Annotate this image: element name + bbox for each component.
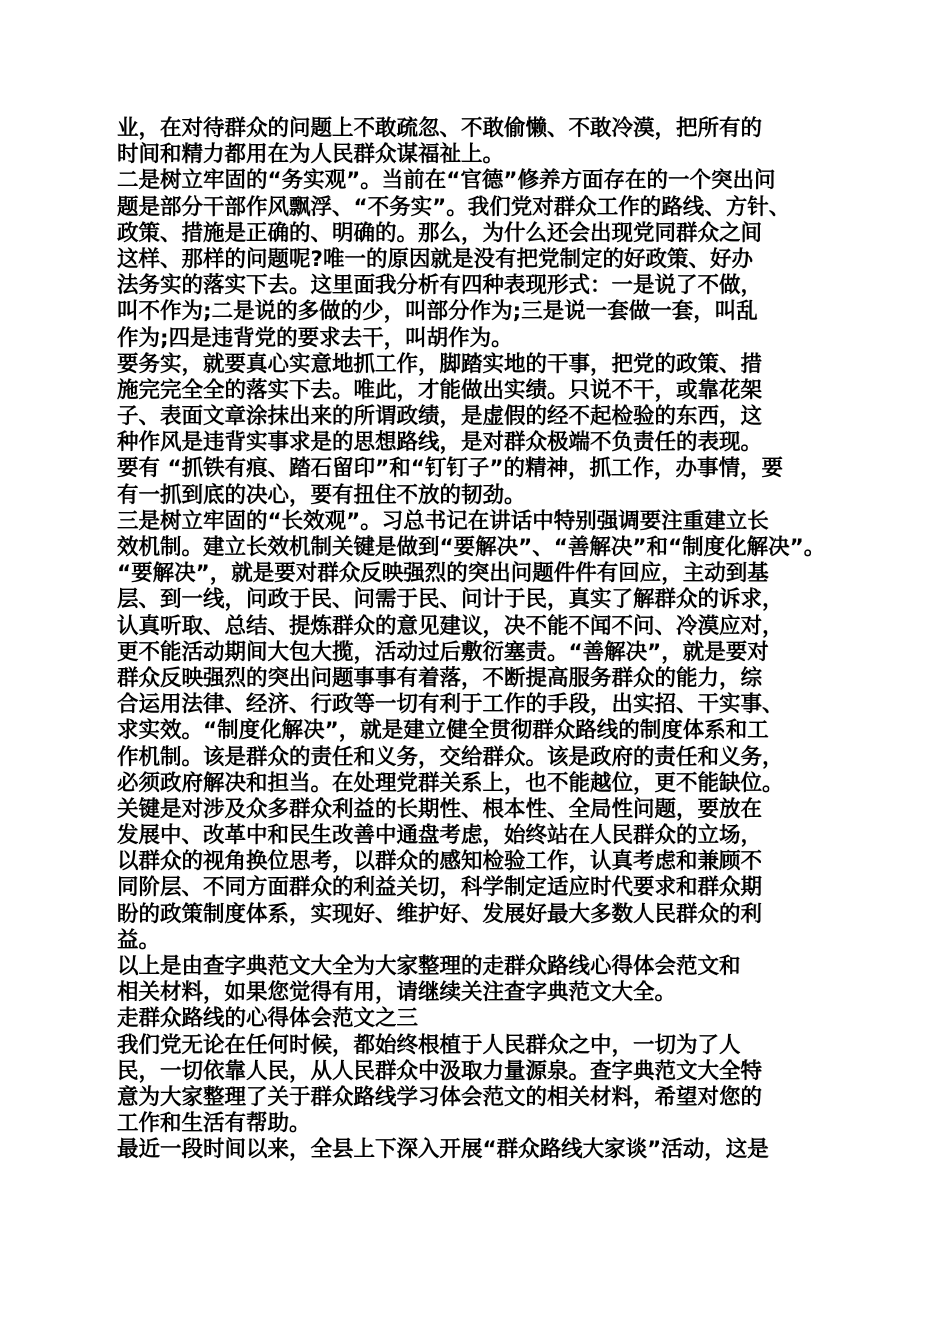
text-line: 工作和生活有帮助。: [117, 1111, 311, 1137]
text-line: 这样、那样的问题呢?唯一的原因就是没有把党制定的好政策、好办: [117, 246, 753, 272]
text-line: 三是树立牢固的“长效观”。习总书记在讲话中特别强调要注重建立长: [117, 508, 769, 534]
text-line: 益。: [117, 927, 161, 953]
text-line: 我们党无论在任何时候，都始终根植于人民群众之中，一切为了人: [117, 1032, 741, 1058]
text-line: 关键是对涉及众多群众利益的长期性、根本性、全局性问题，要放在: [117, 796, 763, 822]
text-line: 二是树立牢固的“务实观”。当前在“官德”修养方面存在的一个突出问: [117, 168, 776, 194]
text-line: 走群众路线的心得体会范文之三: [117, 1006, 419, 1032]
text-line: 政策、措施是正确的、明确的。那么，为什么还会出现党同群众之间: [117, 220, 763, 246]
text-line: 认真听取、总结、提炼群众的意见建议，决不能不闻不问、冷漠应对，: [117, 613, 784, 639]
text-line: 合运用法律、经济、行政等一切有利于工作的手段，出实招、干实事、: [117, 692, 784, 718]
text-line: 业，在对待群众的问题上不敢疏忽、不敢偷懒、不敢冷漠，把所有的: [117, 116, 763, 141]
text-line: 时间和精力都用在为人民群众谋福祉上。: [117, 142, 505, 168]
body-text: [117, 116, 837, 1164]
text-line: “要解决”，就是要对群众反映强烈的突出问题件件有回应，主动到基: [117, 561, 769, 587]
text-line: 民，一切依靠人民，从人民群众中汲取力量源泉。查字典范文大全特: [117, 1058, 763, 1084]
text-line: 以上是由查字典范文大全为大家整理的走群众路线心得体会范文和: [117, 954, 741, 979]
text-line: 法务实的落实下去。这里面我分析有四种表现形式：一是说了不做，: [117, 273, 763, 299]
text-line: 相关材料，如果您觉得有用，请继续关注查字典范文大全。: [117, 980, 677, 1006]
text-line: 以群众的视角换位思考，以群众的感知检验工作，认真考虑和兼顾不: [117, 849, 763, 875]
text-line: 有一抓到底的决心，要有扭住不放的韧劲。: [117, 482, 526, 508]
text-line: 作机制。该是群众的责任和义务，交给群众。该是政府的责任和义务，: [117, 744, 784, 770]
text-line: 题是部分干部作风飘浮、“不务实”。我们党对群众工作的路线、方针、: [117, 194, 791, 220]
text-line: 效机制。建立长效机制关键是做到“要解决”、“善解决”和“制度化解决”。: [117, 535, 826, 560]
text-line: 施完完全全的落实下去。唯此，才能做出实绩。只说不干，或靠花架: [117, 377, 763, 403]
text-line: 群众反映强烈的突出问题事事有着落，不断提高服务群众的能力，综: [117, 665, 763, 691]
text-line: 盼的政策制度体系，实现好、维护好、发展好最大多数人民群众的利: [117, 901, 763, 927]
text-line: 必须政府解决和担当。在处理党群关系上，也不能越位，更不能缺位。: [117, 770, 784, 796]
text-line: 同阶层、不同方面群众的利益关切，科学制定适应时代要求和群众期: [117, 875, 763, 901]
text-line: 最近一段时间以来，全县上下深入开展“群众路线大家谈”活动，这是: [117, 1137, 769, 1163]
text-line: 求实效。“制度化解决”，就是建立健全贯彻群众路线的制度体系和工: [117, 718, 769, 744]
text-line: 意为大家整理了关于群众路线学习体会范文的相关材料，希望对您的: [117, 1084, 763, 1110]
text-line: 要有 “抓铁有痕、踏石留印”和“钉钉子”的精神，抓工作，办事情，要: [117, 456, 784, 482]
text-line: 更不能活动期间大包大揽，活动过后敷衍塞责。“善解决”，就是要对: [117, 639, 769, 665]
text-line: 种作风是违背实事求是的思想路线，是对群众极端不负责任的表现。: [117, 430, 763, 456]
text-line: 发展中、改革中和民生改善中通盘考虑，始终站在人民群众的立场，: [117, 823, 763, 849]
text-line: 要务实，就要真心实意地抓工作，脚踏实地的干事，把党的政策、措: [117, 351, 763, 377]
text-line: 作为;四是违背党的要求去干，叫胡作为。: [117, 325, 513, 351]
text-line: 叫不作为;二是说的多做的少，叫部分作为;三是说一套做一套，叫乱: [117, 299, 758, 325]
text-line: 层、到一线，问政于民、问需于民、问计于民，真实了解群众的诉求，: [117, 587, 784, 613]
text-line: 子、表面文章涂抹出来的所谓政绩，是虚假的经不起检验的东西，这: [117, 404, 763, 430]
